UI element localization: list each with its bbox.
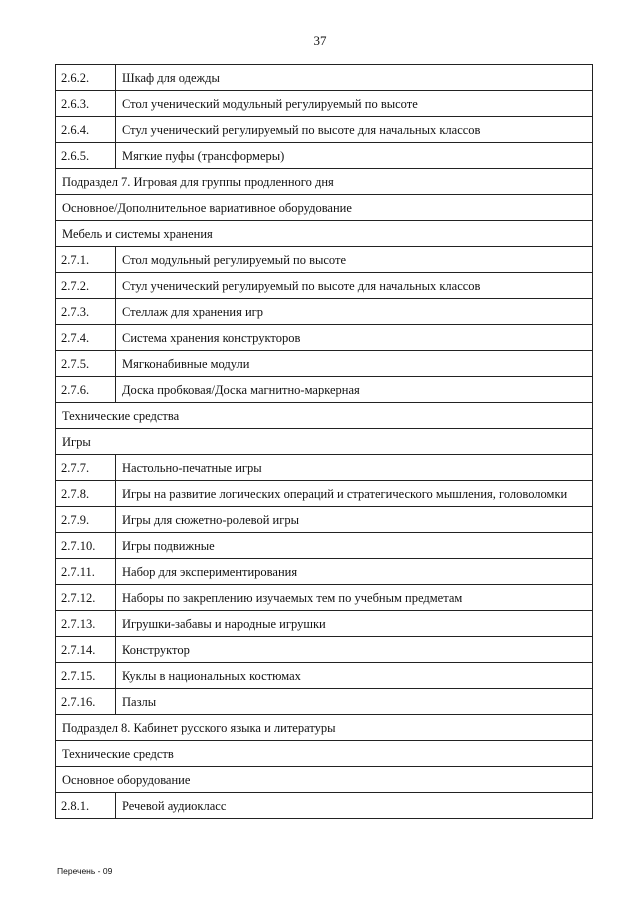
item-name: Набор для экспериментирования	[116, 559, 593, 585]
table-row	[56, 325, 593, 351]
section-header-row	[56, 429, 593, 455]
table-row	[56, 585, 593, 611]
table-row	[56, 377, 593, 403]
item-name: Наборы по закреплению изучаемых тем по учебным предметам	[116, 585, 593, 611]
item-number: 2.7.7.	[56, 455, 116, 481]
item-number: 2.7.11.	[56, 559, 116, 585]
item-name: Игры подвижные	[116, 533, 593, 559]
item-name: Конструктор	[116, 637, 593, 663]
item-name: Речевой аудиокласс	[116, 793, 593, 819]
section-header-text: Основное/Дополнительное вариативное оборудование	[56, 195, 593, 221]
item-name: Мягкие пуфы (трансформеры)	[116, 143, 593, 169]
table-row	[56, 455, 593, 481]
section-header-text: Технические средств	[56, 741, 593, 767]
section-header-text: Игры	[56, 429, 593, 455]
item-name: Стеллаж для хранения игр	[116, 299, 593, 325]
table-row	[56, 663, 593, 689]
item-number: 2.7.10.	[56, 533, 116, 559]
item-number: 2.7.12.	[56, 585, 116, 611]
item-name: Доска пробковая/Доска магнитно-маркерная	[116, 377, 593, 403]
equipment-table	[55, 64, 593, 819]
item-number: 2.7.16.	[56, 689, 116, 715]
item-name: Система хранения конструкторов	[116, 325, 593, 351]
item-number: 2.7.15.	[56, 663, 116, 689]
section-header-text: Подраздел 7. Игровая для группы продленного дня	[56, 169, 593, 195]
item-number: 2.7.2.	[56, 273, 116, 299]
item-number: 2.7.3.	[56, 299, 116, 325]
item-number: 2.6.2.	[56, 65, 116, 91]
section-header-text: Подраздел 8. Кабинет русского языка и литературы	[56, 715, 593, 741]
item-number: 2.6.3.	[56, 91, 116, 117]
table-row	[56, 143, 593, 169]
section-header-text: Технические средства	[56, 403, 593, 429]
table-row	[56, 273, 593, 299]
table-row	[56, 481, 593, 507]
page-number: 37	[313, 33, 327, 48]
section-header-row	[56, 741, 593, 767]
table-row	[56, 611, 593, 637]
section-header-row	[56, 715, 593, 741]
section-header-row	[56, 221, 593, 247]
item-number: 2.7.4.	[56, 325, 116, 351]
item-name: Стул ученический регулируемый по высоте для начальных классов	[116, 117, 593, 143]
item-name: Шкаф для одежды	[116, 65, 593, 91]
item-number: 2.7.13.	[56, 611, 116, 637]
table-row	[56, 351, 593, 377]
item-name: Пазлы	[116, 689, 593, 715]
section-header-row	[56, 767, 593, 793]
table-row	[56, 533, 593, 559]
table-row	[56, 637, 593, 663]
table-row	[56, 793, 593, 819]
section-header-text: Мебель и системы хранения	[56, 221, 593, 247]
table-row	[56, 91, 593, 117]
item-number: 2.8.1.	[56, 793, 116, 819]
item-number: 2.6.5.	[56, 143, 116, 169]
table-row	[56, 299, 593, 325]
section-header-row	[56, 169, 593, 195]
item-name: Настольно-печатные игры	[116, 455, 593, 481]
equipment-table-body	[56, 65, 593, 819]
item-name: Игрушки-забавы и народные игрушки	[116, 611, 593, 637]
item-number: 2.7.8.	[56, 481, 116, 507]
item-name: Куклы в национальных костюмах	[116, 663, 593, 689]
table-row	[56, 117, 593, 143]
item-name: Мягконабивные модули	[116, 351, 593, 377]
item-number: 2.7.14.	[56, 637, 116, 663]
table-row	[56, 507, 593, 533]
item-name: Игры на развитие логических операций и стратегического мышления, головоломки	[116, 481, 593, 507]
item-number: 2.7.6.	[56, 377, 116, 403]
table-row	[56, 247, 593, 273]
table-row	[56, 689, 593, 715]
table-row	[56, 65, 593, 91]
item-name: Игры для сюжетно-ролевой игры	[116, 507, 593, 533]
item-name: Стул ученический регулируемый по высоте для начальных классов	[116, 273, 593, 299]
item-name: Стол модульный регулируемый по высоте	[116, 247, 593, 273]
item-number: 2.7.1.	[56, 247, 116, 273]
section-header-row	[56, 403, 593, 429]
footer-label: Перечень - 09	[57, 866, 113, 876]
item-number: 2.6.4.	[56, 117, 116, 143]
item-number: 2.7.9.	[56, 507, 116, 533]
table-row	[56, 559, 593, 585]
item-number: 2.7.5.	[56, 351, 116, 377]
section-header-text: Основное оборудование	[56, 767, 593, 793]
item-name: Стол ученический модульный регулируемый по высоте	[116, 91, 593, 117]
section-header-row	[56, 195, 593, 221]
